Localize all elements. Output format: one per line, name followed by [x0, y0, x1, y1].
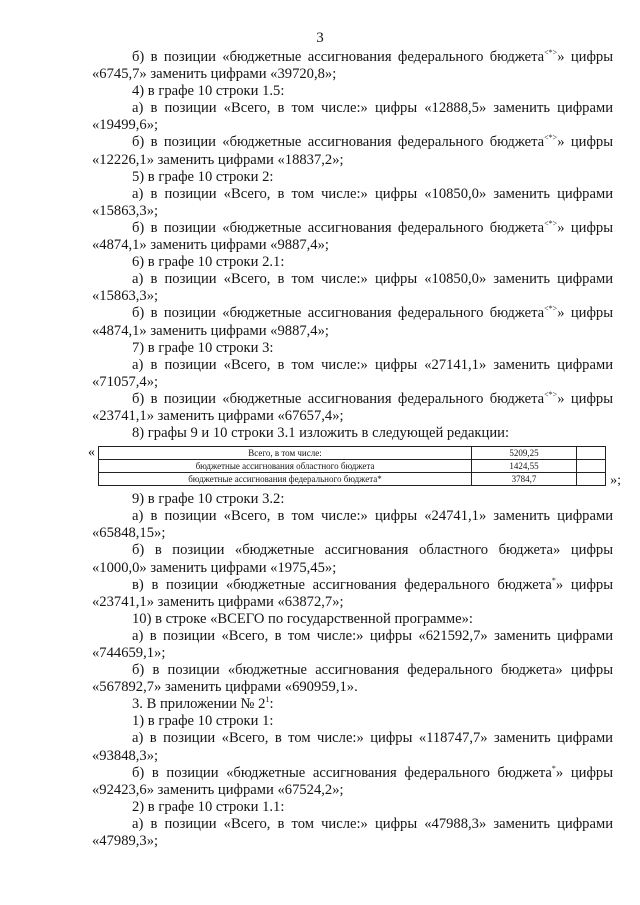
amendment-paragraph: в) в позиции «бюджетные ассигнования федерального бюджета*» цифры «23741,1» заменить цифрами «63872,7»; [92, 575, 613, 610]
redaction-table-block [88, 444, 621, 489]
amendment-paragraph: 8) графы 9 и 10 строки 3.1 изложить в следующей редакции: [132, 425, 509, 442]
page-number: 3 [316, 30, 324, 46]
amendment-paragraph: а) в позиции «Всего, в том числе:» цифры «24741,1» заменить цифрами «65848,15»; [92, 508, 613, 542]
amendment-paragraph: 2) в графе 10 строки 1.1: [132, 798, 285, 815]
table-cell-empty [577, 460, 606, 473]
amendment-paragraph: б) в позиции «бюджетные ассигнования областного бюджета» цифры «1000,0» заменить цифрами «1975,45»; [92, 542, 613, 576]
table-cell-value: 5209,25 [472, 447, 577, 460]
amendment-paragraph: а) в позиции «Всего, в том числе:» цифры «621592,7» заменить цифрами «744659,1»; [92, 627, 613, 661]
amendments-after-table [92, 491, 613, 850]
table-cell-empty [577, 447, 606, 460]
footnote-marker: <*> [544, 133, 558, 143]
table-cell-value: 1424,55 [472, 460, 577, 473]
table-row [99, 460, 606, 473]
footnote-marker: <*> [544, 219, 558, 229]
redaction-table [98, 446, 606, 486]
footnote-marker: * [551, 763, 556, 773]
footnote-marker: <*> [544, 48, 558, 58]
amendment-paragraph: а) в позиции «Всего, в том числе:» цифры «10850,0» заменить цифрами «15863,3»; [92, 271, 613, 305]
amendment-paragraph: а) в позиции «Всего, в том числе:» цифры «118747,7» заменить цифрами «93848,3»; [92, 730, 613, 764]
amendment-paragraph: 1) в графе 10 строки 1: [132, 713, 274, 730]
opening-quote: « [88, 445, 95, 461]
amendment-paragraph: 4) в графе 10 строки 1.5: [132, 83, 285, 100]
table-cell-label: бюджетные ассигнования областного бюджета [99, 460, 472, 473]
table-cell-label: бюджетные ассигнования федерального бюджета* [99, 473, 472, 486]
table-cell-label: Всего, в том числе: [99, 447, 472, 460]
amendment-paragraph: а) в позиции «Всего, в том числе:» цифры «12888,5» заменить цифрами «19499,6»; [92, 100, 613, 134]
amendment-paragraph: 5) в графе 10 строки 2: [132, 168, 274, 185]
amendments-before-table [92, 49, 613, 442]
amendment-paragraph: б) в позиции «бюджетные ассигнования федерального бюджета» цифры «567892,7» заменить цифрами «690959,1». [92, 662, 613, 696]
footnote-marker: <*> [544, 304, 558, 314]
amendment-paragraph: б) в позиции «бюджетные ассигнования федерального бюджета<*>» цифры «12226,1» заменить цифрами «18837,2»; [92, 133, 614, 168]
amendment-paragraph: б) в позиции «бюджетные ассигнования федерального бюджета<*>» цифры «4874,1» заменить цифрами «9887,4»; [92, 219, 614, 254]
amendment-paragraph: б) в позиции «бюджетные ассигнования федерального бюджета*» цифры «92423,6» заменить цифрами «67524,2»; [92, 763, 613, 798]
amendment-paragraph: а) в позиции «Всего, в том числе:» цифры «10850,0» заменить цифрами «15863,3»; [92, 185, 613, 219]
table-row [99, 473, 606, 486]
amendment-paragraph: 10) в строке «ВСЕГО по государственной программе»: [132, 610, 473, 627]
amendment-paragraph: 6) в графе 10 строки 2.1: [132, 254, 285, 271]
closing-quote: »; [610, 473, 621, 489]
document-body [88, 48, 621, 850]
table-cell-empty [577, 473, 606, 486]
amendment-paragraph: 3. В приложении № $2^1$: [132, 695, 274, 713]
amendment-paragraph: б) в позиции «бюджетные ассигнования федерального бюджета<*>» цифры «23741,1» заменить цифрами «67657,4»; [92, 390, 614, 424]
amendment-paragraph: 7) в графе 10 строки 3: [132, 339, 274, 356]
table-row [99, 447, 606, 460]
amendment-paragraph: б) в позиции «бюджетные ассигнования федерального бюджета<*>» цифры «4874,1» заменить цифрами «9887,4»; [92, 304, 614, 339]
footnote-marker: <*> [544, 390, 558, 400]
footnote-marker: * [551, 575, 556, 585]
amendment-paragraph: а) в позиции «Всего, в том числе:» цифры «47988,3» заменить цифрами «47989,3»; [92, 815, 613, 850]
table-cell-value: 3784,7 [472, 473, 577, 486]
footnote-marker: 1 [265, 695, 270, 705]
amendment-paragraph: 9) в графе 10 строки 3.2: [132, 491, 285, 508]
amendment-paragraph: б) в позиции «бюджетные ассигнования федерального бюджета<*>» цифры «6745,7» заменить цифрами «39720,8»; [92, 48, 614, 83]
amendment-paragraph: а) в позиции «Всего, в том числе:» цифры «27141,1» заменить цифрами «71057,4»; [92, 356, 613, 390]
